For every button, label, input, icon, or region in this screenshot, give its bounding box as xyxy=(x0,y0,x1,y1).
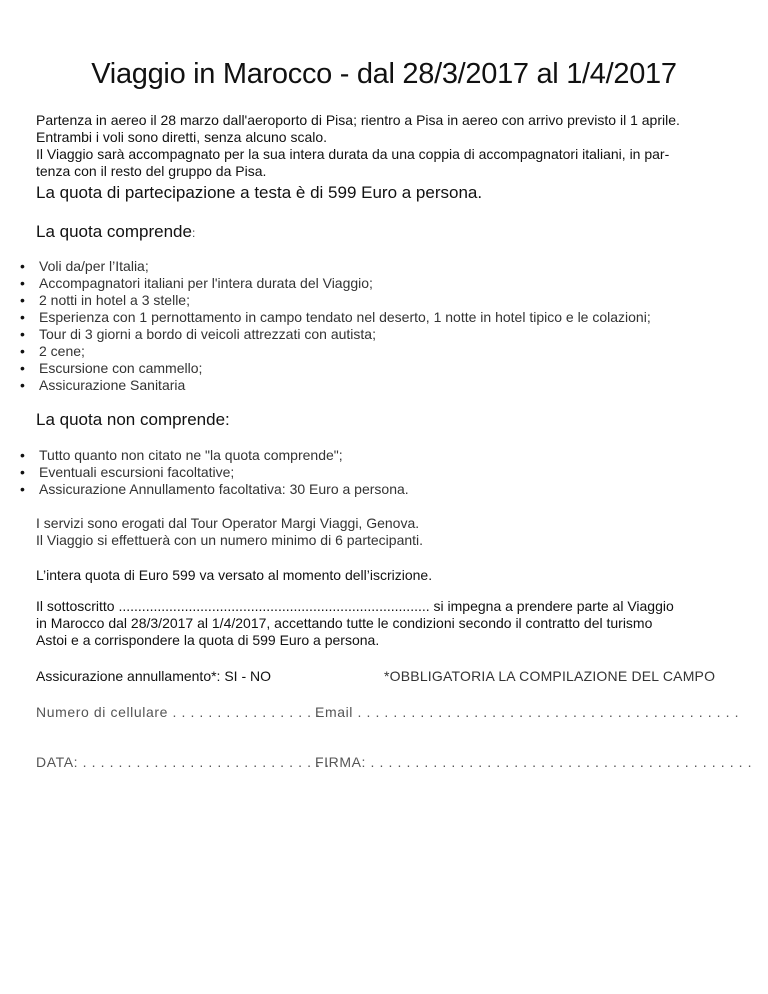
email-field[interactable]: Email . . . . . . . . . . . . . . . . . . . . . . . . . . . . . . . . . . . . . . . . . . . xyxy=(315,704,740,720)
data-field[interactable]: DATA: . . . . . . . . . . . . . . . . . . . . . . . . . . . . xyxy=(36,754,330,770)
list-item: • Voli da/per l’Italia; xyxy=(20,258,149,274)
price-line: La quota di partecipazione a testa è di 599 Euro a persona. xyxy=(36,183,483,202)
bullet-icon: • xyxy=(20,326,25,342)
servizi-info xyxy=(36,515,423,549)
bullet-icon: • xyxy=(20,258,25,274)
comprende-heading-text: La quota comprende xyxy=(36,222,192,241)
list-item: • 2 notti in hotel a 3 stelle; xyxy=(20,292,190,308)
comprende-heading xyxy=(36,222,195,242)
non-comprende-heading: La quota non comprende: xyxy=(36,410,230,429)
list-item: • 2 cene; xyxy=(20,343,85,359)
page-title: Viaggio in Marocco - dal 28/3/2017 al 1/4/2017 xyxy=(91,58,677,90)
comprende-heading-colon: : xyxy=(191,226,196,240)
sottoscritto-line: Astoi e a corrispondere la quota di 599 Euro a persona. xyxy=(36,632,380,648)
sottoscritto-line: in Marocco dal 28/3/2017 al 1/4/2017, accettando tutte le condizioni secondo il contratto del turismo xyxy=(36,615,653,631)
intro-line: Il Viaggio sarà accompagnato per la sua intera durata da una coppia di accompagnatori italiani, in par- xyxy=(36,146,670,162)
list-item: • Assicurazione Sanitaria xyxy=(20,377,186,393)
servizi-line: Il Viaggio si effettuerà con un numero minimo di 6 partecipanti. xyxy=(36,532,424,548)
intro-line: tenza con il resto del gruppo da Pisa. xyxy=(36,163,267,179)
bullet-icon: • xyxy=(20,360,25,376)
cellulare-field[interactable]: Numero di cellulare . . . . . . . . . . . . . . . . . xyxy=(36,704,321,720)
assicurazione-choice[interactable]: Assicurazione annullamento*: SI - NO xyxy=(36,668,271,684)
intro-line: Entrambi i voli sono diretti, senza alcuno scalo. xyxy=(36,129,328,145)
list-item: • Eventuali escursioni facoltative; xyxy=(20,464,235,480)
versamento-note: L’intera quota di Euro 599 va versato al momento dell’iscrizione. xyxy=(36,567,433,583)
bullet-icon: • xyxy=(20,464,25,480)
non-comprende-list xyxy=(0,447,409,498)
sottoscritto-paragraph xyxy=(36,598,736,649)
list-item: • Assicurazione Annullamento facoltativa: 30 Euro a persona. xyxy=(20,481,409,497)
list-item: • Tour di 3 giorni a bordo di veicoli attrezzati con autista; xyxy=(20,326,376,342)
bullet-icon: • xyxy=(20,447,25,463)
bullet-icon: • xyxy=(20,292,25,308)
firma-field[interactable]: FIRMA: . . . . . . . . . . . . . . . . . . . . . . . . . . . . . . . . . . . . . . . . . . . xyxy=(315,754,753,770)
intro-paragraph xyxy=(36,112,736,180)
comprende-list xyxy=(0,258,651,394)
bullet-icon: • xyxy=(20,309,25,325)
servizi-line: I servizi sono erogati dal Tour Operator Margi Viaggi, Genova. xyxy=(36,515,420,531)
list-item: • Accompagnatori italiani per l'intera durata del Viaggio; xyxy=(20,275,373,291)
bullet-icon: • xyxy=(20,343,25,359)
obbligatoria-note: *OBBLIGATORIA LA COMPILAZIONE DEL CAMPO xyxy=(384,668,716,684)
list-item: • Esperienza con 1 pernottamento in campo tendato nel deserto, 1 notte in hotel tipico e le colazioni; xyxy=(20,309,651,325)
bullet-icon: • xyxy=(20,481,25,497)
sottoscritto-line: Il sottoscritto ................................................................................ si impegna a prendere parte al Viaggio xyxy=(36,598,674,614)
intro-line: Partenza in aereo il 28 marzo dall'aeroporto di Pisa; rientro a Pisa in aereo con arrivo previsto il 1 aprile. xyxy=(36,112,680,128)
list-item: • Escursione con cammello; xyxy=(20,360,203,376)
bullet-icon: • xyxy=(20,377,25,393)
bullet-icon: • xyxy=(20,275,25,291)
list-item: • Tutto quanto non citato ne "la quota comprende"; xyxy=(20,447,343,463)
